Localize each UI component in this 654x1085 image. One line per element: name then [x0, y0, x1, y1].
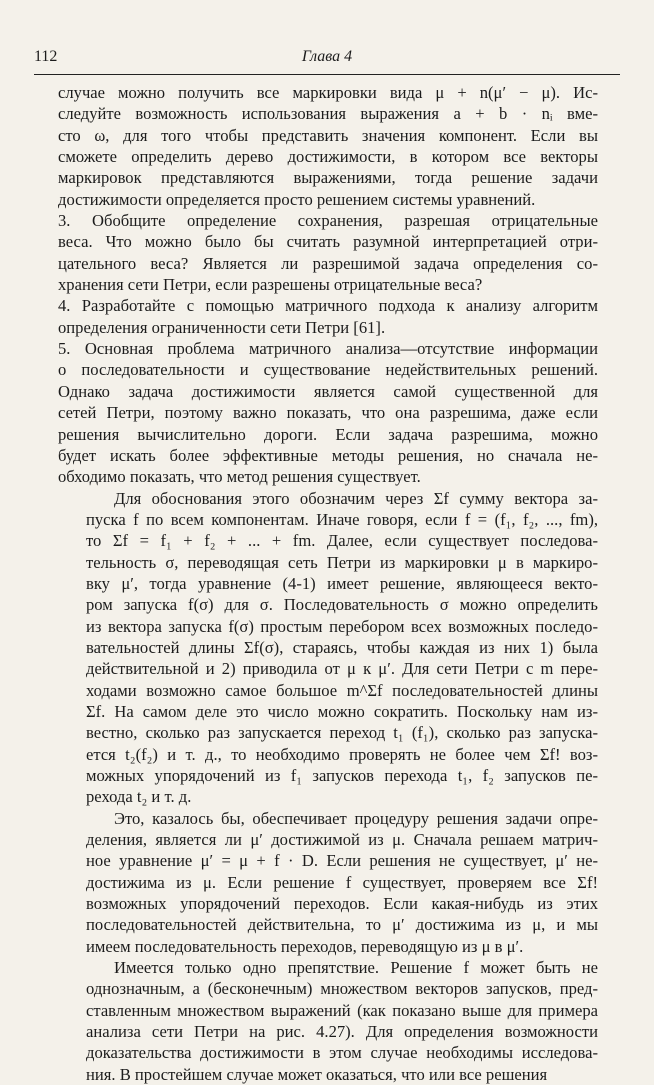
text-line: действительной и 2) приводила от μ к μ′. Для сети Петри с m пере-: [86, 659, 598, 679]
paragraph-p5: [58, 488, 598, 808]
page-header: [34, 48, 620, 72]
text-line: достижима из μ. Если решение f существует, проверяем все Σf!: [86, 872, 598, 892]
text-line: доказательства достижимости в этом случае необходимы исследова-: [86, 1043, 598, 1063]
text-line: сто ω, для того чтобы представить значения компонент. Если вы: [58, 125, 598, 145]
text-line: однозначным, а (бесконечным) множеством векторов запусков, пред-: [86, 979, 598, 999]
paragraph-p1: [58, 82, 598, 210]
text-line: вательностей длины Σf(σ), стараясь, чтобы каждая из них 1) была: [86, 637, 598, 657]
paragraph-p3: [58, 295, 598, 338]
text-line: Это, казалось бы, обеспечивает процедуру решения задачи опре-: [114, 808, 598, 828]
paragraph-p7: [58, 957, 598, 1085]
text-line: последовательностей действительна, то μ′ достижима из μ, и мы: [86, 915, 598, 935]
text-line: решения вычислительно дороги. Если задача разрешима, можно: [58, 424, 598, 444]
text-line: 4. Разработайте с помощью матричного подхода к анализу алгоритм: [58, 296, 598, 316]
text-line: Σf. На самом деле это число можно сократить. Поскольку нам из-: [86, 701, 598, 721]
text-line: Для обоснования этого обозначим через Σf сумму вектора за-: [114, 488, 598, 508]
paragraph-p4: [58, 338, 598, 487]
body-text: [58, 82, 598, 1085]
text-line: случае можно получить все маркировки вида μ + n(μ′ − μ). Ис-: [58, 83, 598, 102]
text-line: маркировок представляются выражениями, тогда решение задачи: [58, 168, 598, 188]
text-line: следуйте возможность использования выражения a + b · nᵢ вме-: [58, 104, 598, 124]
text-line: из вектора запуска f(σ) простым перебором всех возможных последо-: [86, 616, 598, 636]
text-line: ется t₂(f₂) и т. д., то необходимо проверять не более чем Σf! воз-: [86, 744, 598, 764]
paragraph-p2: [58, 210, 598, 295]
page-number: 112: [34, 48, 58, 65]
chapter-title: Глава 4: [301, 48, 353, 65]
text-line: ходами возможно самое большое m^Σf последовательностей длины: [86, 680, 598, 700]
text-line: Имеется только одно препятствие. Решение f может быть не: [114, 958, 598, 978]
text-line: хранения сети Петри, если разрешены отрицательные веса?: [58, 275, 483, 295]
text-line: обходимо показать, что метод решения существует.: [58, 467, 421, 487]
text-line: веса. Что можно было бы считать разумной интерпретацией отри-: [58, 232, 598, 252]
text-line: ное уравнение μ′ = μ + f · D. Если решения не существует, μ′ не-: [86, 851, 598, 871]
text-line: вку μ′, тогда уравнение (4-1) имеет решение, являющееся векто-: [86, 573, 598, 593]
text-line: Однако задача достижимости является самой существенной для: [58, 381, 598, 401]
text-line: то Σf = f₁ + f₂ + ... + fm. Далее, если существует последова-: [86, 531, 598, 551]
text-line: тельность σ, переводящая сеть Петри из маркировки μ в маркиро-: [86, 552, 598, 572]
text-line: рехода t₂ и т. д.: [86, 787, 192, 807]
text-line: можных упорядочений из f₁ запусков перехода t₁, f₂ запусков пе-: [86, 766, 598, 785]
text-line: о последовательности и существование недействительных решений.: [58, 360, 598, 380]
text-line: 5. Основная проблема матричного анализа—отсутствие информации: [58, 339, 598, 359]
text-line: определения ограниченности сети Петри [61].: [58, 317, 386, 337]
text-line: пуска f по всем компонентам. Иначе говоря, если f = (f₁, f₂, ..., fm),: [86, 509, 598, 529]
text-line: деления, является ли μ′ достижимой из μ. Сначала решаем матрич-: [86, 830, 598, 850]
text-line: ставленным множеством выражений (как показано выше для примера: [86, 1000, 598, 1020]
text-line: будет искать более эффективные методы решения, но сначала не-: [58, 445, 598, 465]
text-line: 3. Обобщите определение сохранения, разрешая отрицательные: [58, 211, 598, 231]
text-line: ром запуска f(σ) для σ. Последовательность σ можно определить: [86, 595, 598, 615]
text-line: ния. В простейшем случае может оказаться, что или все решения: [86, 1064, 548, 1084]
text-line: вестно, сколько раз запускается переход t₁ (f₁), сколько раз запуска-: [86, 723, 598, 743]
paragraph-p6: [58, 808, 598, 957]
text-line: достижимости определяется просто решением системы уравнений.: [58, 189, 536, 209]
header-rule: [34, 74, 620, 75]
text-line: имеем последовательность переходов, переводящую из μ в μ′.: [86, 936, 524, 956]
text-line: сетей Петри, поэтому важно показать, что она разрешима, даже если: [58, 403, 598, 423]
text-line: анализа сети Петри на рис. 4.27). Для определения возможности: [86, 1022, 598, 1042]
text-line: возможных упорядочений переходов. Если какая-нибудь из этих: [86, 894, 598, 914]
text-line: цательного веса? Является ли разрешимой задача определения со-: [58, 253, 598, 273]
text-line: сможете определить дерево достижимости, в котором все векторы: [58, 147, 598, 167]
